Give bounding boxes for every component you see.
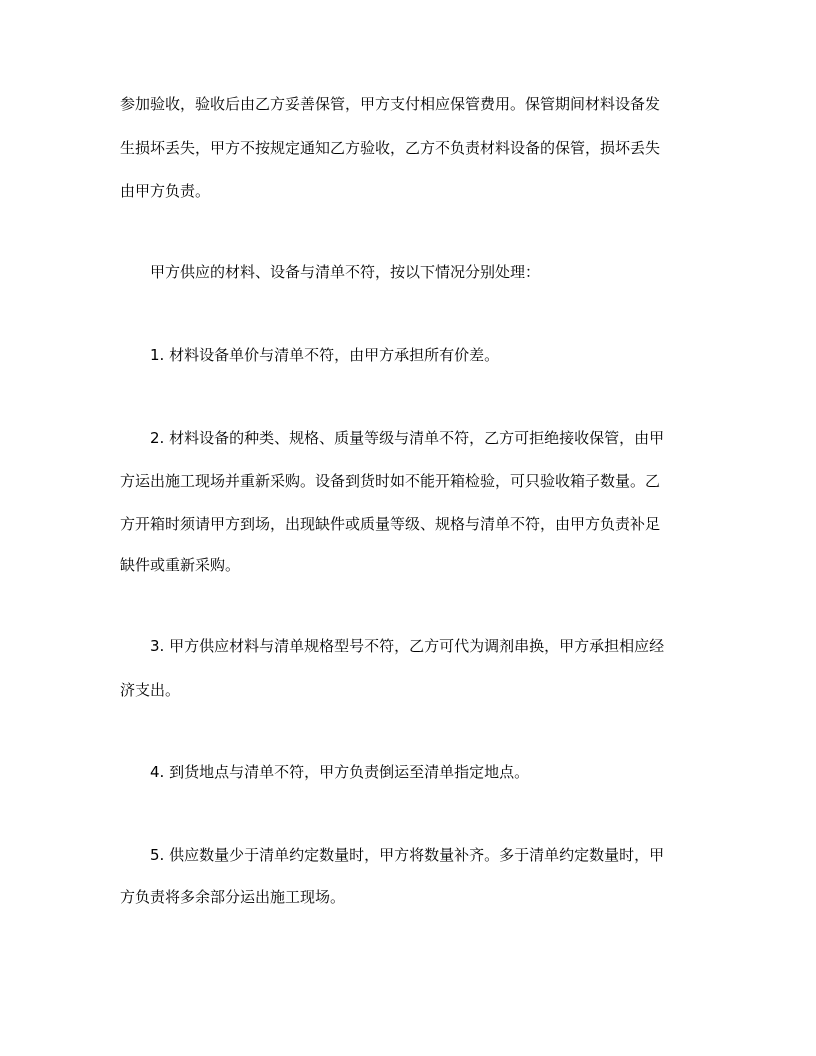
list-item-4: 4. 到货地点与清单不符，甲方负责倒运至清单指定地点。	[150, 763, 530, 781]
list-item-1: 1. 材料设备单价与清单不符，由甲方承担所有价差。	[150, 346, 500, 364]
paragraph-line: 甲方供应的材料、设备与清单不符，按以下情况分别处理：	[150, 263, 541, 281]
list-item-2: 2. 材料设备的种类、规格、质量等级与清单不符，乙方可拒绝接收保管，由甲	[150, 429, 665, 447]
list-item-5: 5. 供应数量少于清单约定数量时，甲方将数量补齐。多于清单约定数量时，甲	[150, 846, 665, 864]
list-item-2-line: 缺件或重新采购。	[120, 556, 241, 574]
paragraph-line: 生损坏丢失，甲方不按规定通知乙方验收，乙方不负责材料设备的保管，损坏丢失	[120, 139, 661, 157]
list-item-5-line: 方负责将多余部分运出施工现场。	[120, 888, 346, 906]
list-item-2-line: 方开箱时须请甲方到场，出现缺件或质量等级、规格与清单不符，由甲方负责补足	[120, 515, 661, 533]
list-item-2-line: 方运出施工现场并重新采购。设备到货时如不能开箱检验，可只验收箱子数量。乙	[120, 472, 661, 490]
paragraph-line: 由甲方负责。	[120, 182, 211, 200]
list-item-3-line: 济支出。	[120, 681, 181, 699]
list-item-3: 3. 甲方供应材料与清单规格型号不符，乙方可代为调剂串换，甲方承担相应经	[150, 637, 665, 655]
paragraph-line: 参加验收，验收后由乙方妥善保管，甲方支付相应保管费用。保管期间材料设备发	[120, 95, 661, 113]
